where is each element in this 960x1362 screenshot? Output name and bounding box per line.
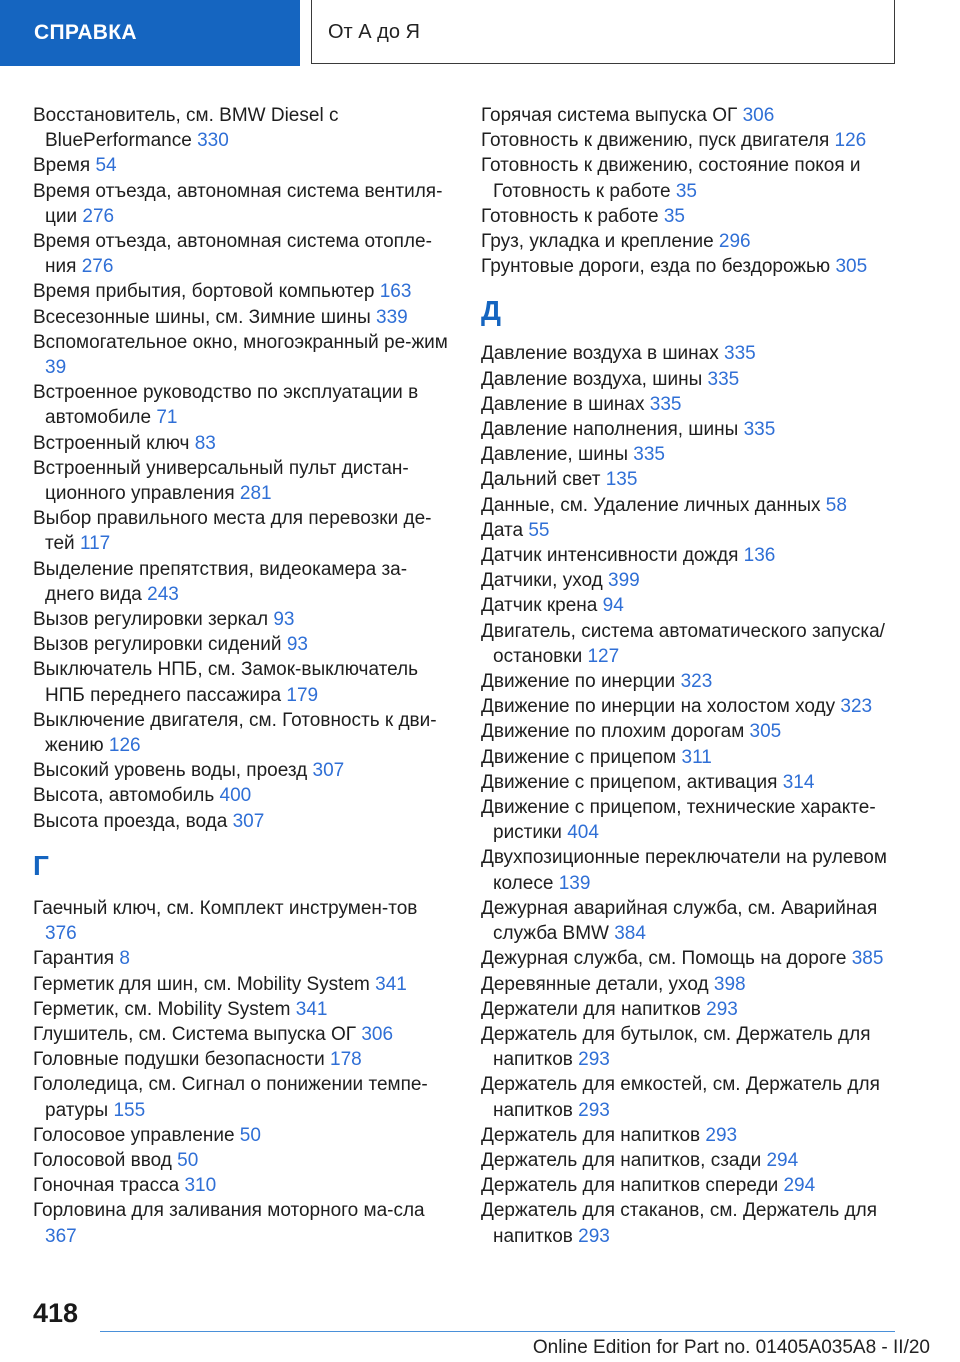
page-link[interactable]: 335 [633,444,665,466]
index-entry [481,997,911,1022]
index-entry-text: Держатель для напитков [481,1124,701,1146]
index-entry [481,103,911,128]
page-link[interactable]: 71 [156,407,178,429]
page-link[interactable]: 367 [45,1225,77,1247]
page-link[interactable]: 276 [82,205,115,227]
index-entry-text: Всесезонные шины, см. Зимние шины [33,306,371,328]
index-entry-text: Высокий уровень воды, проезд [33,760,308,782]
index-entry [481,1123,911,1148]
index-entry [481,1173,911,1198]
index-entry [33,1123,453,1148]
page-link[interactable]: 335 [724,343,756,365]
page-link[interactable]: 35 [675,180,697,202]
index-entry [481,153,911,203]
index-entry [33,153,453,178]
index-entry [33,1072,453,1122]
index-entry [33,305,453,330]
index-entry [33,1198,453,1248]
page-link[interactable]: 54 [95,155,117,177]
index-entry [481,568,911,593]
index-entry-text: Двигатель, система автоматического запуска/ остановки [481,620,885,667]
index-entry [33,809,453,834]
index-entry [481,1148,911,1173]
index-entry-text: Выключение двигателя, см. Готовность к дви-жению [33,709,437,757]
index-entry-text: Движение по инерции [481,671,676,693]
page-link[interactable]: 376 [45,923,77,945]
index-entry [481,694,911,719]
index-entry-text: Грунтовые дороги, езда по бездорожью [481,256,831,278]
page-link[interactable]: 296 [718,231,751,253]
index-entry-text: Головные подушки безопасности [33,1049,325,1071]
page-link[interactable]: 83 [194,432,216,454]
index-entry-text: Горловина для заливания моторного ма-сла [33,1200,425,1222]
index-entry-text: Герметик, см. Mobility System [33,998,291,1020]
index-entry-text: Датчик интенсивности дождя [481,545,739,567]
index-entry-text: Гололедица, см. Сигнал о понижении темпе-ратуры [33,1074,428,1121]
page-link[interactable]: 93 [286,634,308,656]
index-entry-text: Давление в шинах [481,393,645,415]
index-entry-text: Держатель для стаканов, см. Держатель для напитков [481,1200,877,1247]
index-entry-text: Датчик крена [481,595,598,617]
index-entry-text: Двухпозиционные переключатели на рулевом колесе [481,847,887,894]
page-link[interactable]: 8 [119,948,130,970]
index-entry [33,972,453,997]
index-entry [33,279,453,304]
page-link[interactable]: 306 [742,105,775,126]
index-entry [481,770,911,795]
page-link[interactable]: 398 [713,973,746,995]
index-entry-text: Готовность к движению, состояние покоя и Готовность к работе [481,155,861,202]
index-entry [33,179,453,229]
index-entry-text: Глушитель, см. Система выпуска ОГ [33,1023,357,1045]
index-column-right [481,103,911,1249]
index-entry-text: Вспомогательное окно, многоэкранный ре-жим [33,331,448,353]
page-link[interactable]: 163 [379,281,412,303]
page-link[interactable]: 293 [578,1049,610,1071]
page-link[interactable]: 306 [361,1023,394,1045]
index-entry-text: Движение по плохим дорогам [481,721,745,743]
page-link[interactable]: 314 [782,771,815,793]
edition-footer: Online Edition for Part no. 01405A035A8 - II/20 [532,1337,930,1358]
page-link[interactable]: 139 [558,872,591,894]
index-entry [33,758,453,783]
index-entry [481,745,911,770]
index-entry [33,607,453,632]
index-entry-text: Движение с прицепом [481,746,677,768]
index-entry [33,1148,453,1173]
page-link[interactable]: 323 [680,671,713,693]
index-entry [481,972,911,997]
index-entry [33,1173,453,1198]
page-link[interactable]: 294 [783,1175,816,1197]
index-entry [33,783,453,808]
index-entry [33,708,453,758]
page-link[interactable]: 93 [273,609,295,631]
page-link[interactable]: 126 [834,130,867,152]
index-entry-text: Данные, см. Удаление личных данных [481,494,821,516]
index-entry [481,719,911,744]
index-entry-text: Восстановитель, см. BMW Diesel с BluePerformance [33,105,339,152]
index-entry [33,103,453,153]
index-entry [33,997,453,1022]
index-entry [33,632,453,657]
index-entry [481,254,911,279]
index-entry-text: Встроенный ключ [33,432,190,454]
page-link[interactable]: 310 [184,1175,217,1197]
index-entry-text: Гоночная трасса [33,1175,180,1197]
index-entry-text: Выделение препятствия, видеокамера за-днего вида [33,558,408,605]
page-link[interactable]: 339 [376,306,408,328]
index-entry [481,669,911,694]
index-entry [481,417,911,442]
page-link[interactable]: 155 [113,1099,146,1121]
page-link[interactable]: 293 [578,1225,610,1247]
index-entry [481,593,911,618]
page-link[interactable]: 323 [840,696,873,718]
page-link[interactable]: 341 [295,998,328,1020]
index-entry-text: Голосовой ввод [33,1149,172,1171]
index-entry [481,1072,911,1122]
index-entry [481,946,911,971]
index-entry-text: Вызов регулировки зеркал [33,609,269,631]
index-entry-text: Время отъезда, автономная система вентиля-ции [33,180,443,227]
index-entry [481,543,911,568]
page-link[interactable]: 330 [197,130,229,152]
page-link[interactable]: 58 [825,494,847,516]
index-entry-text: Дежурная служба, см. Помощь на дороге [481,948,847,970]
index-entry [481,493,911,518]
index-entry-text: Дежурная аварийная служба, см. Аварийная служба BMW [481,897,878,945]
index-letter-heading: Д [481,295,501,327]
index-entry-text: Датчики, уход [481,570,603,592]
page-header [0,0,960,66]
page-link[interactable]: 55 [528,519,550,541]
page-number: 418 [33,1298,79,1328]
index-entry [33,456,453,506]
index-entry [33,506,453,556]
page-link[interactable]: 293 [706,998,738,1020]
index-entry [33,380,453,430]
page-link[interactable]: 127 [587,645,620,667]
index-entry [33,431,453,456]
page-link[interactable]: 335 [649,393,682,415]
index-entry-text: Выключатель НПБ, см. Замок-выключатель НПБ переднего пассажира [33,659,419,706]
index-entry-text: Дата [481,519,524,541]
page-link[interactable]: 35 [663,205,685,227]
page-link[interactable]: 335 [707,368,740,390]
index-entry-text: Герметик для шин, см. Mobility System [33,973,370,995]
index-entry-text: Встроенный универсальный пульт дистан-ционного управления [33,457,409,505]
index-entry [481,619,911,669]
index-entry-text: Держатели для напитков [481,998,701,1020]
index-entry [481,1198,911,1248]
page-link[interactable]: 281 [239,483,272,505]
index-entry-text: Гарантия [33,948,115,970]
index-entry-text: Движение с прицепом, активация [481,771,778,793]
index-entry-text: Давление воздуха, шины [481,368,703,390]
index-entry-text: Время отъезда, автономная система отопле-ния [33,231,432,278]
index-entry-text: Держатель для емкостей, см. Держатель для напитков [481,1074,880,1121]
index-entry [481,518,911,543]
index-entry-text: Высота проезда, вода [33,810,228,832]
page-link[interactable]: 117 [79,533,111,555]
page-link[interactable]: 400 [219,785,252,807]
index-entry-text: Дальний свет [481,469,601,491]
section-tab[interactable]: СПРАВКА [0,0,300,66]
index-entry-text: Деревянные детали, уход [481,973,709,995]
page-link[interactable]: 335 [743,419,776,441]
index-entry [33,896,453,946]
index-entry [481,128,911,153]
index-entry [33,1022,453,1047]
page-link[interactable]: 293 [705,1124,738,1146]
page-link[interactable]: 39 [45,357,67,379]
index-entry-text: Высота, автомобиль [33,785,215,807]
index-entry [481,795,911,845]
index-entry [481,367,911,392]
page-link[interactable]: 276 [81,256,114,278]
index-entry-text: Давление воздуха в шинах [481,343,719,365]
index-entry [481,229,911,254]
index-entry-text: Держатель для напитков спереди [481,1175,779,1197]
footer-divider [100,1331,895,1332]
page-link[interactable]: 50 [177,1149,199,1171]
index-entry-text: Готовность к движению, пуск двигателя [481,130,830,152]
page-link[interactable]: 311 [681,746,712,768]
index-entry-text: Выбор правильного места для перевозки де-тей [33,508,432,555]
page-link[interactable]: 136 [743,545,776,567]
index-column-left [33,103,453,1249]
page-link[interactable]: 404 [567,822,599,844]
index-entry-text: Готовность к работе [481,205,659,227]
index-entry [33,330,453,380]
page-link[interactable]: 384 [614,923,646,945]
index-entry [33,557,453,607]
page-link[interactable]: 385 [851,948,884,970]
index-entry [481,204,911,229]
page-link[interactable]: 399 [608,570,640,592]
index-entry-text: Давление наполнения, шины [481,419,739,441]
index-entry-text: Держатель для бутылок, см. Держатель для напитков [481,1023,871,1071]
page-link[interactable]: 50 [239,1124,261,1146]
index-entry-text: Время [33,155,91,177]
index-entry-text: Движение по инерции на холостом ходу [481,696,836,718]
index-entry [481,467,911,492]
index-entry [481,845,911,895]
page-link[interactable]: 307 [312,760,345,782]
index-entry [481,896,911,946]
index-entry-text: Время прибытия, бортовой компьютер [33,281,375,303]
index-entry [33,1047,453,1072]
page-link[interactable]: 179 [286,684,319,706]
page-link[interactable]: 293 [578,1099,610,1121]
index-entry [481,392,911,417]
index-letter-heading: Г [33,849,49,881]
index-entry-text: Гаечный ключ, см. Комплект инструмен-тов [33,897,418,919]
page-link[interactable]: 305 [835,256,868,278]
page-link[interactable]: 178 [330,1049,362,1071]
index-entry [481,341,911,366]
page-link[interactable]: 341 [375,973,407,995]
index-entry [33,229,453,279]
page-link[interactable]: 305 [749,721,782,743]
index-entry-text: Давление, шины [481,444,628,466]
index-entry-text: Груз, укладка и крепление [481,231,714,253]
index-entry [33,946,453,971]
index-entry [33,657,453,707]
index-entry-text: Держатель для напитков, сзади [481,1149,762,1171]
page-link[interactable]: 135 [605,469,638,491]
chapter-title: От А до Я [311,0,895,64]
index-entry [481,1022,911,1072]
index-entry-text: Горячая система выпуска ОГ [481,105,738,126]
index-entry-text: Встроенное руководство по эксплуатации в автомобиле [33,382,419,429]
index-entry-text: Голосовое управление [33,1124,235,1146]
page-link[interactable]: 294 [766,1149,799,1171]
index-entry-text: Движение с прицепом, технические характе-ристики [481,797,876,844]
index-entry-text: Вызов регулировки сидений [33,634,282,656]
index-entry [481,442,911,467]
page-link[interactable]: 126 [108,735,141,757]
page-link[interactable]: 94 [602,595,624,617]
page-link[interactable]: 307 [232,810,265,832]
page-link[interactable]: 243 [147,583,179,605]
